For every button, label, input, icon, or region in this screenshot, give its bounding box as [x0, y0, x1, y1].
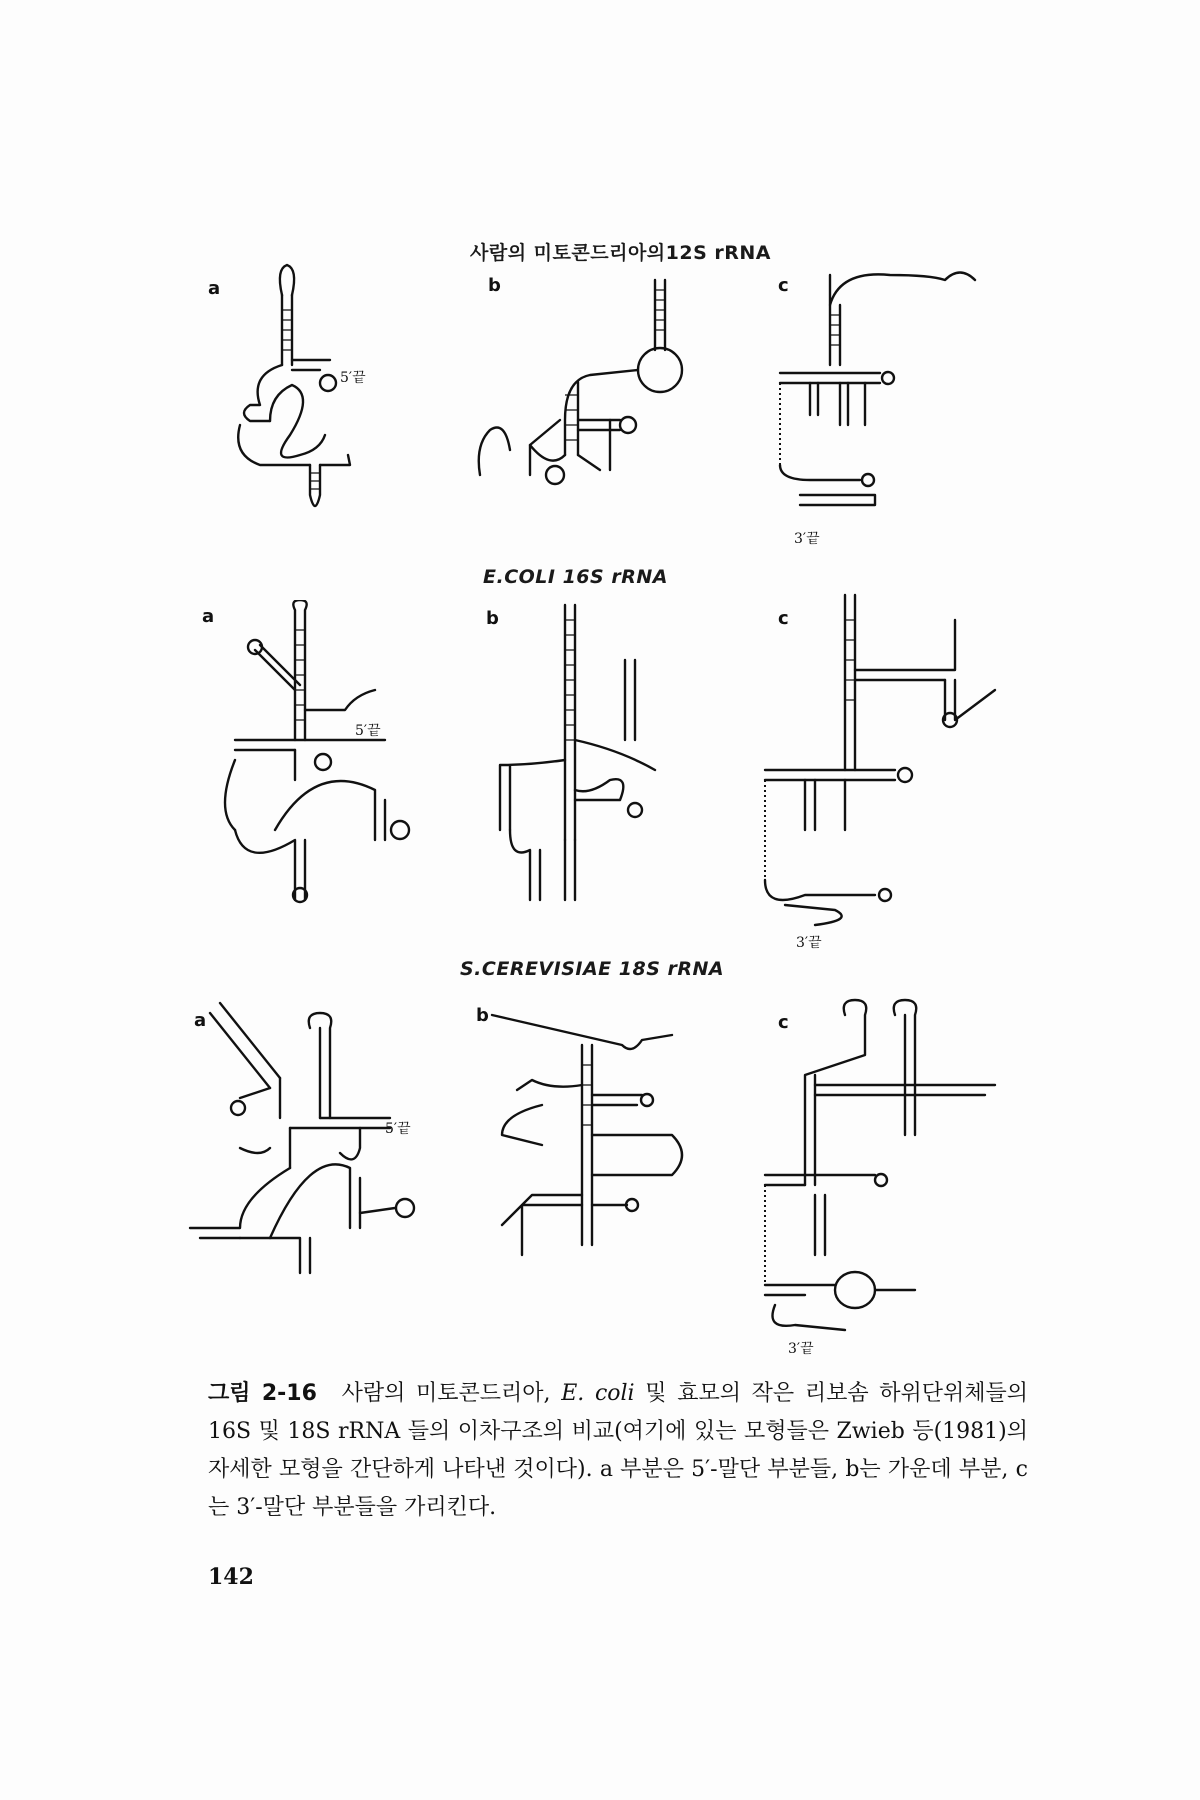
diagram-18s-c [745, 995, 1015, 1340]
row-title-human-mito-12s: 사람의 미토콘드리아의12S rRNA [470, 242, 772, 264]
five-prime-end-label-row1: 5′끝 [340, 370, 366, 386]
panel-letter-row2-b: b [486, 608, 499, 629]
diagram-16s-c [745, 590, 1010, 930]
diagram-12s-c [760, 255, 990, 525]
three-prime-end-label-row2: 3′끝 [796, 935, 822, 951]
panel-letter-row1-b: b [488, 275, 501, 296]
caption-text-part1: 사람의 미토콘드리아, [341, 1381, 551, 1406]
figure-number: 그림 2-16 [208, 1381, 317, 1406]
diagram-16s-b [470, 600, 700, 905]
five-prime-end-label-row2: 5′끝 [355, 723, 381, 739]
panel-letter-row3-c: c [778, 1012, 789, 1033]
panel-letter-row1-a: a [208, 278, 221, 299]
diagram-18s-b [482, 995, 712, 1265]
diagram-12s-b [470, 270, 700, 495]
panel-letter-row2-c: c [778, 608, 789, 629]
five-prime-end-label-row3: 5′끝 [385, 1121, 411, 1137]
page-number: 142 [208, 1564, 254, 1590]
diagram-12s-a [230, 255, 370, 520]
figure-caption [208, 1375, 1028, 1527]
panel-letter-row3-a: a [194, 1010, 207, 1031]
row-title-ecoli-16s: E.COLI 16S rRNA [483, 566, 668, 588]
caption-ecoli: E. coli [561, 1381, 635, 1406]
three-prime-end-label-row3: 3′끝 [788, 1341, 814, 1357]
panel-letter-row3-b: b [476, 1005, 489, 1026]
three-prime-end-label-row1: 3′끝 [794, 531, 820, 547]
panel-letter-row2-a: a [202, 606, 215, 627]
caption-text-part2: 및 효모의 작은 리보솜 하위단위체들의 16S 및 18S rRNA 들의 이차구조의 비교(여기에 있는 모형들은 Zwieb 등(1981)의 자세한 모형을 간단하게 나타낸 것이다). a 부분은 5′-말단 부분들, b는 가운데 부분, c는 3′-말단 부분들을 가리킨다. [208, 1381, 1029, 1520]
diagram-16s-a [215, 600, 415, 905]
panel-letter-row1-c: c [778, 275, 789, 296]
row-title-yeast-18s: S.CEREVISIAE 18S rRNA [460, 958, 725, 980]
diagram-18s-a [180, 998, 430, 1278]
